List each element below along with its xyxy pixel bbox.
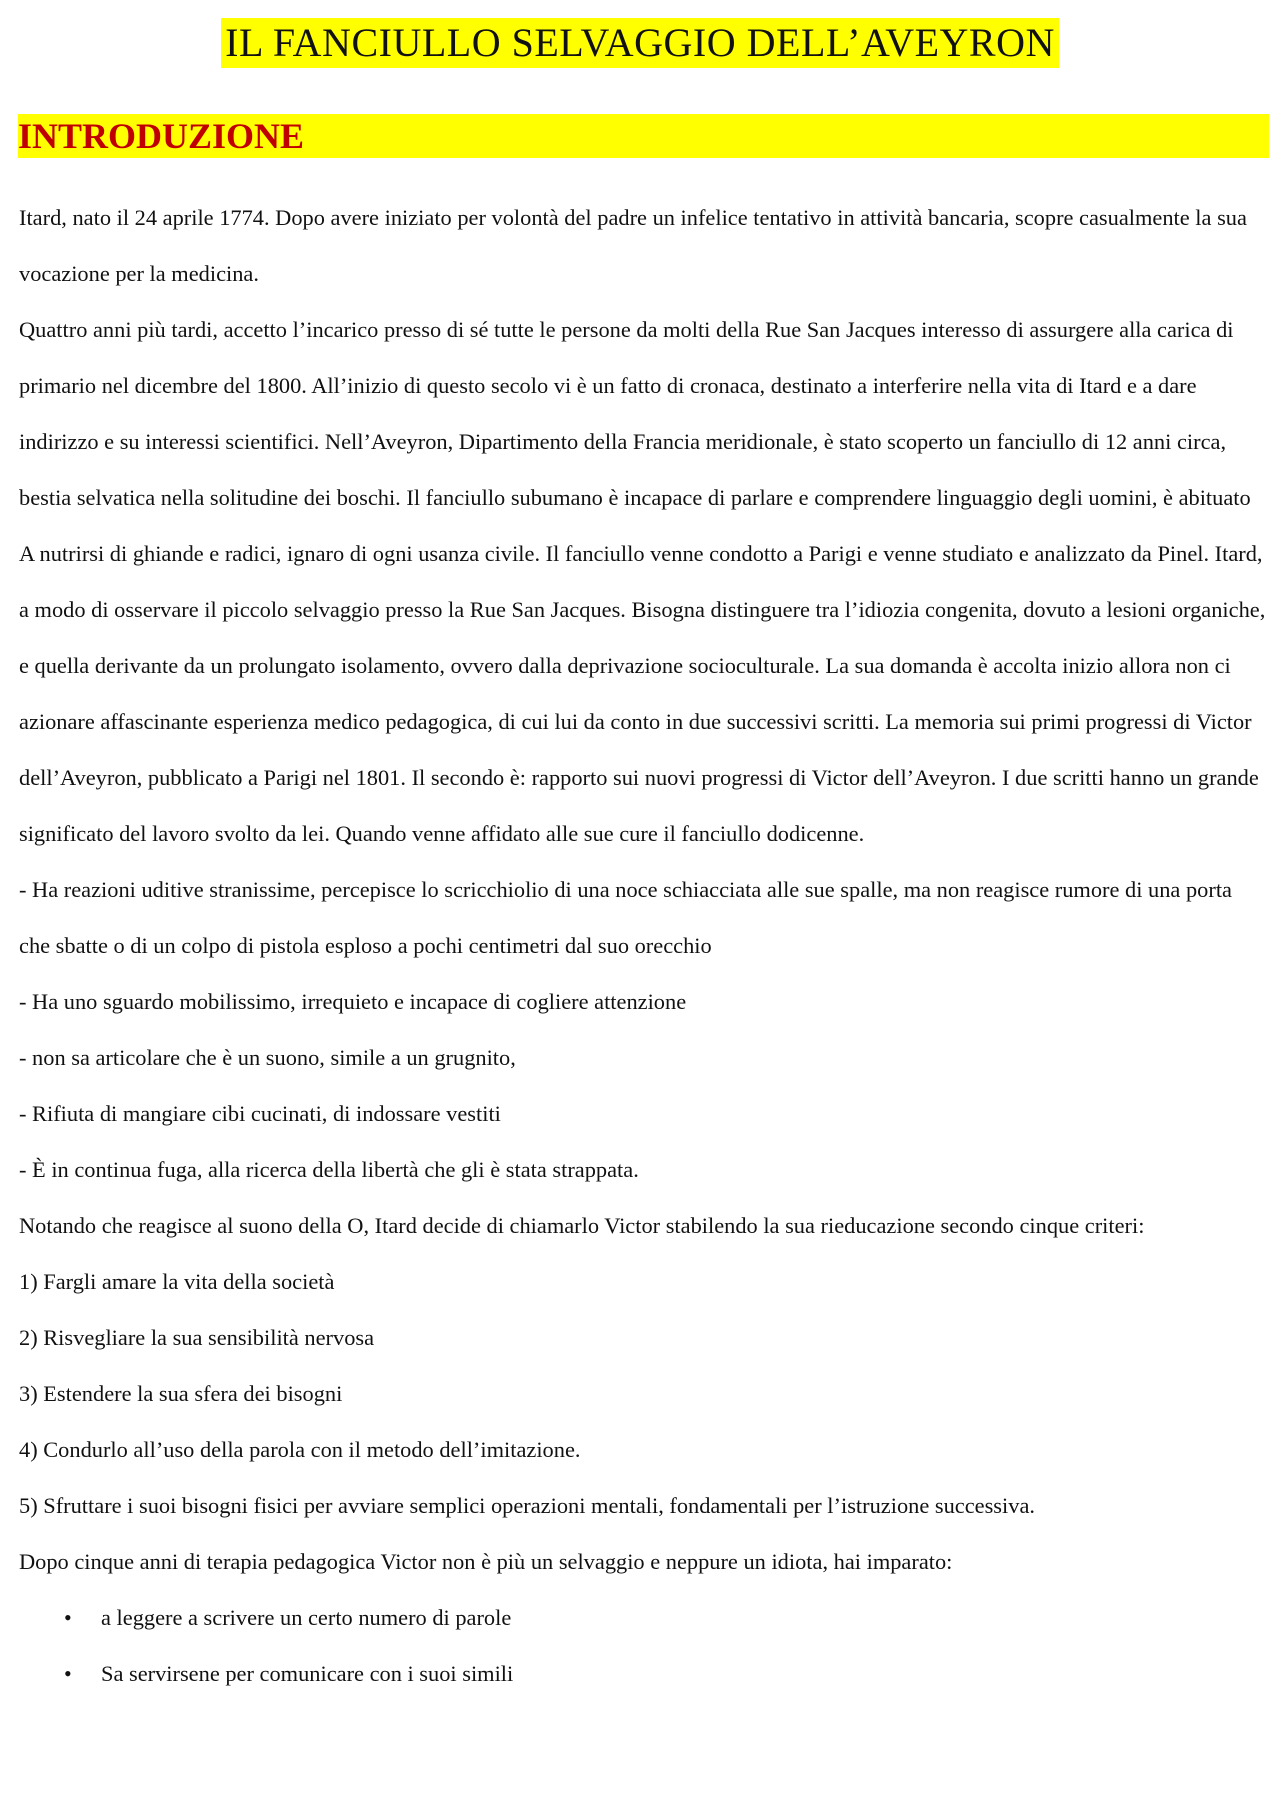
title-block xyxy=(0,18,1280,68)
list-item: 4) Condurlo all’uso della parola con il metodo dell’imitazione. xyxy=(19,1437,581,1462)
list-item: 5) Sfruttare i suoi bisogni fisici per avviare semplici operazioni mentali, fondamentali per l’istruzione successiva. xyxy=(19,1493,1035,1518)
bullet-item: • a leggere a scrivere un certo numero di parole xyxy=(19,1590,1267,1646)
section-heading-highlight xyxy=(18,114,1269,158)
section-heading: INTRODUZIONE xyxy=(18,116,305,156)
paragraph: Dopo cinque anni di terapia pedagogica Victor non è più un selvaggio e neppure un idiota, hai imparato: xyxy=(19,1549,953,1574)
list-item: 3) Estendere la sua sfera dei bisogni xyxy=(19,1381,343,1406)
list-item: 2) Risvegliare la sua sensibilità nervosa xyxy=(19,1325,375,1350)
paragraph: Notando che reagisce al suono della O, Itard decide di chiamarlo Victor stabilendo la sua rieducazione secondo cinque criteri: xyxy=(19,1213,1145,1238)
paragraph: - Ha uno sguardo mobilissimo, irrequieto e incapace di cogliere attenzione xyxy=(19,989,687,1014)
paragraph: - non sa articolare che è un suono, simile a un grugnito, xyxy=(19,1045,516,1070)
paragraph: Quattro anni più tardi, accetto l’incarico presso di sé tutte le persone da molti della Rue San Jacques interesso di assurgere alla carica di primario nel dicembre del 1800. All’inizio di questo secolo vi è un fatto di cronaca, destinato a interferire nella vita di Itard e a dare indirizzo e su interessi scientifici. Nell’Aveyron, Dipartimento della Francia meridionale, è stato scoperto un fanciullo di 12 anni circa, bestia selvatica nella solitudine dei boschi. Il fanciullo subumano è incapace di parlare e comprendere linguaggio degli uomini, è abituato A nutrirsi di ghiande e radici, ignaro di ogni usanza civile. Il fanciullo venne condotto a Parigi e venne studiato e analizzato da Pinel. Itard, a modo di osservare il piccolo selvaggio presso la Rue San Jacques. Bisogna distinguere tra l’idiozia congenita, dovuto a lesioni organiche, e quella derivante da un prolungato isolamento, ovvero dalla deprivazione socioculturale. La sua domanda è accolta inizio allora non ci azionare affascinante esperienza medico pedagogica, di cui lui da conto in due successivi scritti. La memoria sui primi progressi di Victor dell’Aveyron, pubblicato a Parigi nel 1801. Il secondo è: rapporto sui nuovi progressi di Victor dell’Aveyron. I due scritti hanno un grande significato del lavoro svolto da lei. Quando venne affidato alle sue cure il fanciullo dodicenne. xyxy=(19,317,1266,846)
paragraph: - Ha reazioni uditive stranissime, percepisce lo scricchiolio di una noce schiacciata alle sue spalle, ma non reagisce rumore di una porta che sbatte o di un colpo di pistola esploso a pochi centimetri dal suo orecchio xyxy=(19,877,1232,958)
paragraph: - Rifiuta di mangiare cibi cucinati, di indossare vestiti xyxy=(19,1101,501,1126)
document-body xyxy=(19,190,1267,1702)
bullet-item: • Sa servirsene per comunicare con i suoi simili xyxy=(19,1646,1267,1702)
list-item: 1) Fargli amare la vita della società xyxy=(19,1269,335,1294)
document-title: IL FANCIULLO SELVAGGIO DELL’AVEYRON xyxy=(221,18,1059,68)
paragraph: - È in continua fuga, alla ricerca della libertà che gli è stata strappata. xyxy=(19,1157,639,1182)
paragraph: Itard, nato il 24 aprile 1774. Dopo avere iniziato per volontà del padre un infelice tentativo in attività bancaria, scopre casualmente la sua vocazione per la medicina. xyxy=(19,205,1247,286)
bullet-list xyxy=(19,1590,1267,1702)
